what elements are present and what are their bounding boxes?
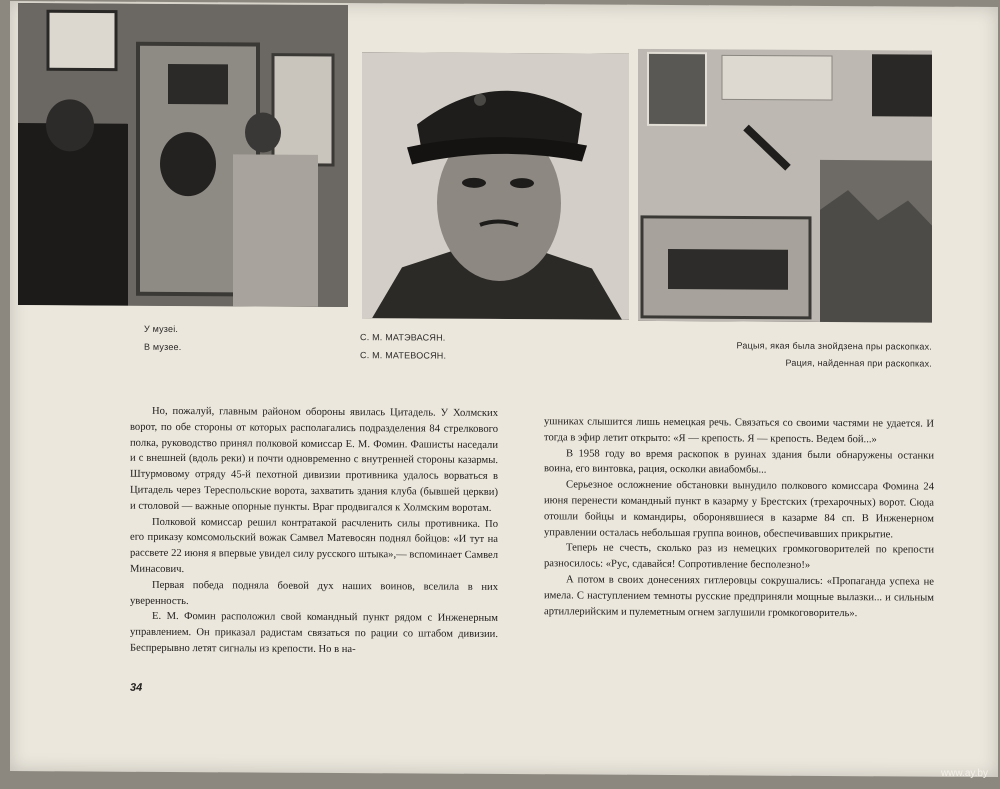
- book-page: [10, 1, 998, 777]
- museum-caption-belarusian: У музеі.: [144, 323, 179, 335]
- portrait-caption-russian: С. М. МАТЕВОСЯН.: [360, 350, 447, 361]
- matevosyan-portrait-photo: [362, 52, 629, 320]
- paragraph: Но, пожалуй, главным районом обороны явилась Цитадель. У Холмских ворот, по обе стороны от которых располагались подразделения 84 стрелкового полка, руководство принял полковой комиссар Е. М. Фомин. Фашисты наседали и с внешней (вдоль реки) и почти одновременно с внутренней стороны казармы. Штурмовому отряду 45-й пехотной дивизии противника удалось ворваться в Цитадель через Тереспольские ворота, захватить здания клуба (бывшей церкви) и столовой — важные опорные пункты. Враг продвигался к Холмским воротам.: [130, 405, 498, 514]
- site-watermark: www.ay.by: [940, 768, 988, 779]
- page-number: 34: [130, 681, 143, 694]
- found-radio-photo: [638, 49, 932, 323]
- museum-caption-russian: В музее.: [144, 341, 182, 353]
- left-text-column: [130, 404, 498, 659]
- paragraph: Полковой комиссар решил контратакой расчленить силы противника. По его приказу комсомольский вожак Самвел Матевосян поднял бойцов: «И тут на рассвете 22 июня я впервые увидел силу русского штыка»,— вспоминает Самвел Минасович.: [130, 516, 498, 576]
- paragraph: Теперь не счесть, сколько раз из немецких громкоговорителей по крепости разносилось: «Рус, сдавайся! Сопротивление бесполезно!»: [544, 542, 934, 572]
- paragraph: В 1958 году во время раскопок в руинах здания были обнаружены останки воина, его винтовка, рация, осколки авиабомбы...: [544, 447, 934, 476]
- right-text-column: [544, 414, 934, 622]
- paragraph: Е. М. Фомин расположил свой командный пункт рядом с Инженерным управлением. Он приказал радистам связаться по рации со штабом дивизии. Беспрерывно летят сигналы из крепости. Но в на-: [130, 611, 498, 656]
- paragraph: А потом в своих донесениях гитлеровцы сокрушались: «Пропаганда успеха не имела. С наступлением темноты русские предприняли мощные вылазки... и сильным артиллерийским и пулеметным огнем заглушили громкоговоритель».: [544, 574, 934, 619]
- museum-visitors-photo: [18, 3, 348, 307]
- radio-caption-belarusian: Рацыя, якая была знойдзена пры раскопках.: [736, 340, 932, 352]
- radio-caption-russian: Рация, найденная при раскопках.: [785, 357, 932, 369]
- paragraph: Серьезное осложнение обстановки вынудило полкового комиссара Фомина 24 июня перенести командный пункт в казарму у Брестских (трехарочных) ворот. Сюда отошли бойцы и командиры, оборонявшиеся в казарме 84 сп. В Инженерном управлении осталась небольшая группа воинов, обеспечивавших прикрытие.: [544, 479, 934, 540]
- paragraph: ушниках слышится лишь немецкая речь. Связаться со своими частями не удается. И тогда в эфир летит открыто: «Я — крепость. Я — крепость. Ведем бой...»: [544, 416, 934, 446]
- paragraph: Первая победа подняла боевой дух наших воинов, вселила в них уверенность.: [130, 579, 498, 607]
- portrait-caption-belarusian: С. М. МАТЭВАСЯН.: [360, 332, 446, 343]
